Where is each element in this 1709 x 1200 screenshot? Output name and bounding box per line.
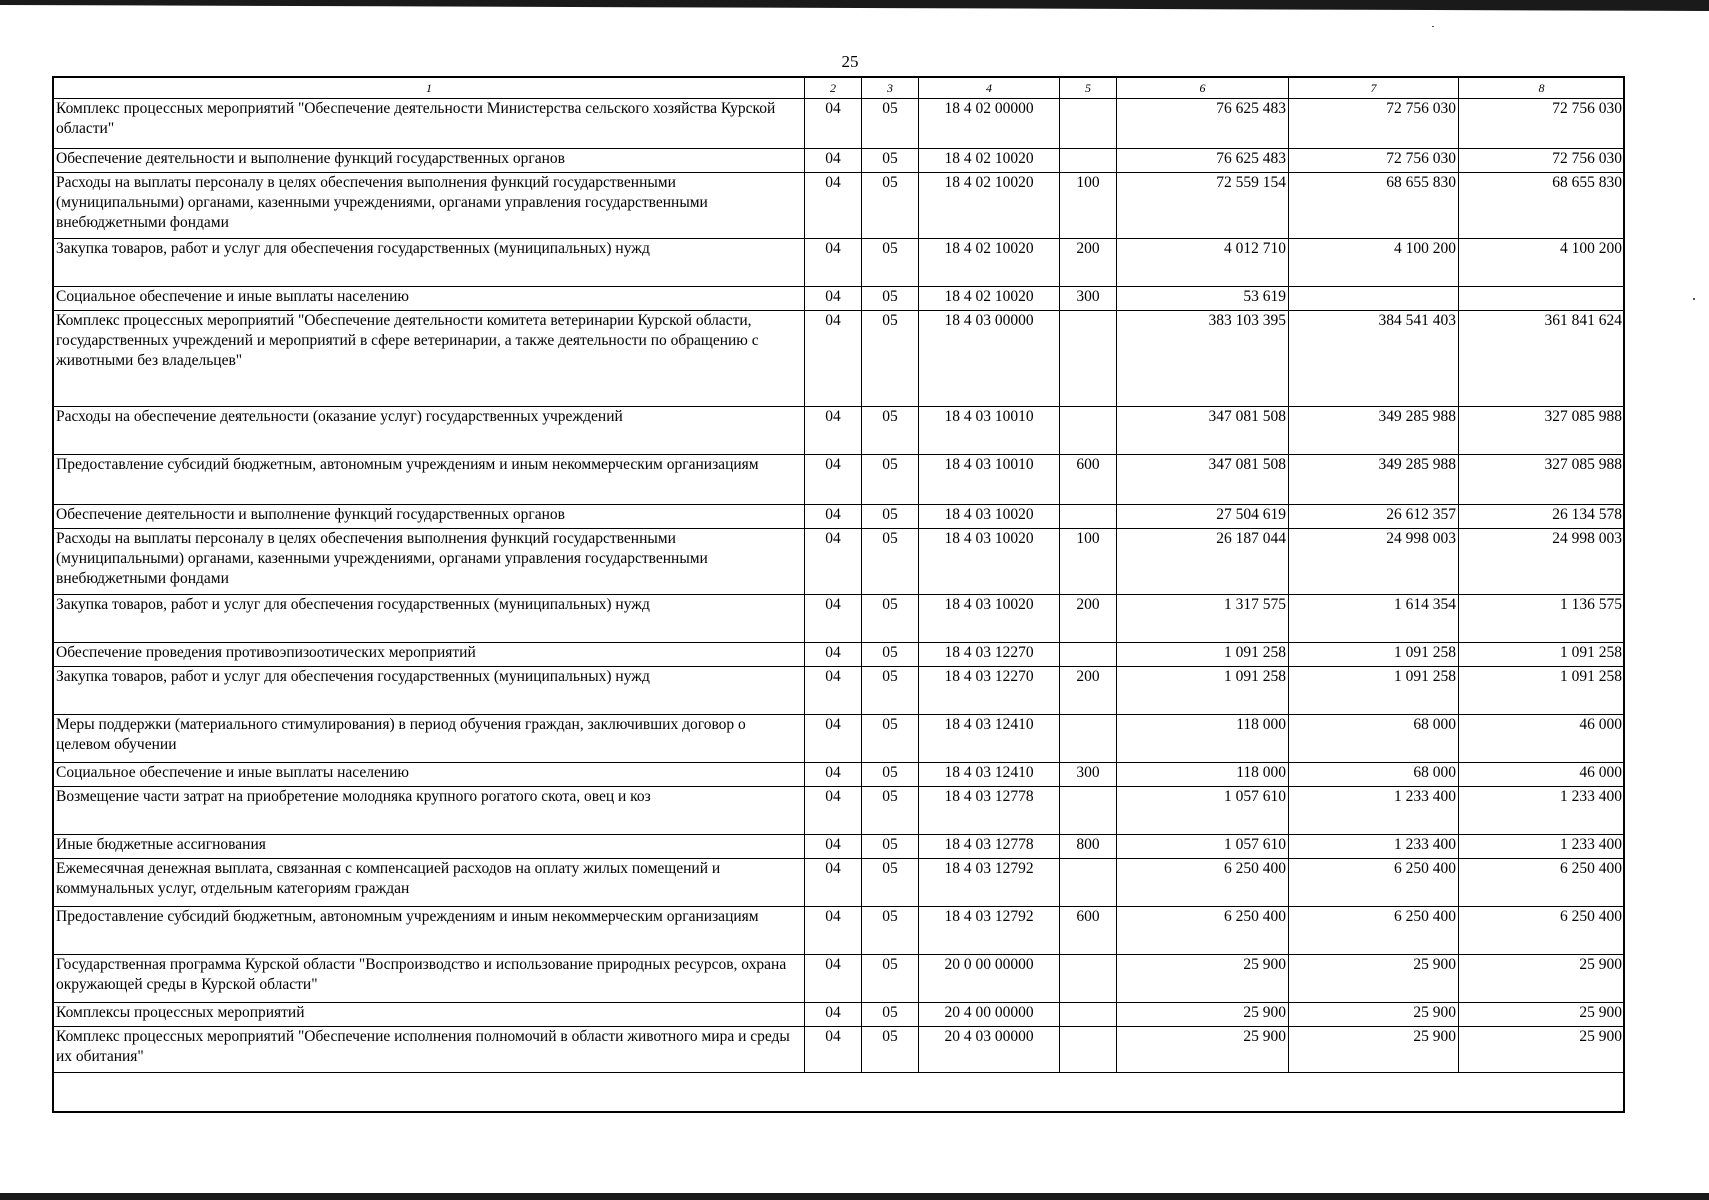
row-amount-year1: 118 000 [1117,715,1289,763]
row-name: Предоставление субсидий бюджетным, автономным учреждениям и иным некоммерческим организациям [54,455,805,505]
column-number: 1 [54,78,805,99]
row-name: Иные бюджетные ассигнования [54,835,805,859]
row-amount-year1: 1 317 575 [1117,595,1289,643]
row-section-code: 04 [805,529,862,595]
row-section-code: 04 [805,763,862,787]
table-row [54,643,1625,667]
column-number: 4 [919,78,1060,99]
row-name: Закупка товаров, работ и услуг для обеспечения государственных (муниципальных) нужд [54,239,805,287]
row-amount-year1: 347 081 508 [1117,455,1289,505]
row-target-item-code: 18 4 03 12410 [919,715,1060,763]
row-subsection-code: 05 [862,955,919,1003]
row-expense-type-code [1060,859,1117,907]
row-target-item-code: 18 4 02 00000 [919,99,1060,149]
row-amount-year2: 26 612 357 [1289,505,1459,529]
row-expense-type-code: 200 [1060,667,1117,715]
row-expense-type-code [1060,787,1117,835]
row-amount-year2: 25 900 [1289,1027,1459,1073]
row-target-item-code: 18 4 03 12270 [919,667,1060,715]
row-name: Меры поддержки (материального стимулирования) в период обучения граждан, заключивших договор о целевом обучении [54,715,805,763]
column-number: 7 [1289,78,1459,99]
row-amount-year2: 349 285 988 [1289,455,1459,505]
row-amount-year3: 24 998 003 [1459,529,1625,595]
row-name: Обеспечение проведения противоэпизоотических мероприятий [54,643,805,667]
row-target-item-code: 18 4 03 10010 [919,455,1060,505]
row-subsection-code: 05 [862,667,919,715]
row-amount-year1: 1 091 258 [1117,643,1289,667]
table-row [54,955,1625,1003]
table-row [54,99,1625,149]
row-subsection-code: 05 [862,149,919,173]
row-target-item-code: 18 4 03 12792 [919,907,1060,955]
row-amount-year2: 68 000 [1289,763,1459,787]
table-row [54,1003,1625,1027]
row-amount-year1: 6 250 400 [1117,907,1289,955]
row-name: Социальное обеспечение и иные выплаты населению [54,287,805,311]
row-subsection-code: 05 [862,407,919,455]
row-amount-year1: 1 057 610 [1117,835,1289,859]
row-section-code: 04 [805,311,862,407]
row-section-code: 04 [805,99,862,149]
row-section-code: 04 [805,595,862,643]
row-expense-type-code: 100 [1060,529,1117,595]
row-amount-year1: 6 250 400 [1117,859,1289,907]
row-subsection-code: 05 [862,1003,919,1027]
row-amount-year1: 76 625 483 [1117,99,1289,149]
row-amount-year3: 1 233 400 [1459,787,1625,835]
row-expense-type-code: 200 [1060,595,1117,643]
table-row [54,455,1625,505]
row-amount-year3: 72 756 030 [1459,99,1625,149]
row-amount-year3 [1459,287,1625,311]
row-name: Закупка товаров, работ и услуг для обеспечения государственных (муниципальных) нужд [54,595,805,643]
row-target-item-code: 20 4 03 00000 [919,1027,1060,1073]
table-row [54,311,1625,407]
scan-speck [1432,26,1434,27]
row-section-code: 04 [805,1003,862,1027]
row-subsection-code: 05 [862,1027,919,1073]
row-amount-year3: 25 900 [1459,955,1625,1003]
table-body [54,99,1625,1073]
row-expense-type-code: 800 [1060,835,1117,859]
row-amount-year2: 24 998 003 [1289,529,1459,595]
row-section-code: 04 [805,907,862,955]
row-amount-year2: 4 100 200 [1289,239,1459,287]
row-amount-year1: 1 091 258 [1117,667,1289,715]
row-expense-type-code [1060,955,1117,1003]
table-row [54,407,1625,455]
row-amount-year3: 6 250 400 [1459,907,1625,955]
row-section-code: 04 [805,955,862,1003]
row-name: Обеспечение деятельности и выполнение функций государственных органов [54,505,805,529]
row-name: Комплекс процессных мероприятий "Обеспечение деятельности Министерства сельского хозяйства Курской области" [54,99,805,149]
row-subsection-code: 05 [862,715,919,763]
row-expense-type-code [1060,715,1117,763]
row-amount-year2: 384 541 403 [1289,311,1459,407]
row-amount-year2 [1289,287,1459,311]
row-expense-type-code [1060,1027,1117,1073]
row-amount-year2: 6 250 400 [1289,907,1459,955]
row-subsection-code: 05 [862,239,919,287]
row-name: Комплексы процессных мероприятий [54,1003,805,1027]
row-section-code: 04 [805,455,862,505]
row-subsection-code: 05 [862,505,919,529]
row-target-item-code: 18 4 03 12270 [919,643,1060,667]
row-target-item-code: 18 4 02 10020 [919,149,1060,173]
row-amount-year3: 1 091 258 [1459,643,1625,667]
table-row [54,529,1625,595]
row-amount-year3: 68 655 830 [1459,173,1625,239]
row-amount-year2: 1 091 258 [1289,643,1459,667]
row-amount-year3: 46 000 [1459,715,1625,763]
column-number-row [54,78,1625,99]
row-amount-year2: 1 233 400 [1289,835,1459,859]
row-amount-year2: 68 655 830 [1289,173,1459,239]
row-amount-year2: 1 091 258 [1289,667,1459,715]
row-amount-year2: 72 756 030 [1289,99,1459,149]
row-amount-year1: 25 900 [1117,1027,1289,1073]
row-section-code: 04 [805,667,862,715]
row-subsection-code: 05 [862,99,919,149]
row-amount-year3: 327 085 988 [1459,455,1625,505]
row-subsection-code: 05 [862,311,919,407]
row-expense-type-code [1060,99,1117,149]
row-target-item-code: 18 4 02 10020 [919,287,1060,311]
row-amount-year1: 72 559 154 [1117,173,1289,239]
table-row [54,1027,1625,1073]
row-amount-year1: 25 900 [1117,955,1289,1003]
row-amount-year3: 1 233 400 [1459,835,1625,859]
row-subsection-code: 05 [862,763,919,787]
row-subsection-code: 05 [862,529,919,595]
row-amount-year3: 25 900 [1459,1027,1625,1073]
row-name: Предоставление субсидий бюджетным, автономным учреждениям и иным некоммерческим организациям [54,907,805,955]
row-expense-type-code: 600 [1060,907,1117,955]
row-amount-year2: 68 000 [1289,715,1459,763]
row-amount-year1: 53 619 [1117,287,1289,311]
row-amount-year3: 1 091 258 [1459,667,1625,715]
table-row [54,835,1625,859]
row-expense-type-code [1060,643,1117,667]
row-amount-year1: 26 187 044 [1117,529,1289,595]
scan-edge-bottom [0,1193,1709,1200]
table-row [54,667,1625,715]
row-name: Обеспечение деятельности и выполнение функций государственных органов [54,149,805,173]
row-target-item-code: 18 4 03 10010 [919,407,1060,455]
row-expense-type-code: 300 [1060,763,1117,787]
row-subsection-code: 05 [862,455,919,505]
budget-table [53,77,1625,1073]
row-amount-year3: 25 900 [1459,1003,1625,1027]
table-row [54,907,1625,955]
row-section-code: 04 [805,287,862,311]
row-target-item-code: 18 4 03 10020 [919,595,1060,643]
row-name: Социальное обеспечение и иные выплаты населению [54,763,805,787]
row-amount-year3: 327 085 988 [1459,407,1625,455]
column-number: 8 [1459,78,1625,99]
row-section-code: 04 [805,173,862,239]
row-subsection-code: 05 [862,907,919,955]
row-name: Комплекс процессных мероприятий "Обеспечение исполнения полномочий в области животного мира и среды их обитания" [54,1027,805,1073]
row-name: Расходы на выплаты персоналу в целях обеспечения выполнения функций государственными (муниципальными) органами, казенными учреждениями, органами управления государственными внебюджетными фондами [54,173,805,239]
row-name: Расходы на выплаты персоналу в целях обеспечения выполнения функций государственными (муниципальными) органами, казенными учреждениями, органами управления государственными внебюджетными фондами [54,529,805,595]
column-number: 6 [1117,78,1289,99]
row-amount-year2: 72 756 030 [1289,149,1459,173]
row-name: Расходы на обеспечение деятельности (оказание услуг) государственных учреждений [54,407,805,455]
row-section-code: 04 [805,643,862,667]
row-amount-year2: 25 900 [1289,955,1459,1003]
row-subsection-code: 05 [862,787,919,835]
column-number: 5 [1060,78,1117,99]
row-expense-type-code [1060,505,1117,529]
row-amount-year3: 46 000 [1459,763,1625,787]
row-section-code: 04 [805,239,862,287]
row-expense-type-code [1060,407,1117,455]
table-row [54,715,1625,763]
scan-speck [1693,298,1695,300]
table-row [54,149,1625,173]
row-name: Возмещение части затрат на приобретение молодняка крупного рогатого скота, овец и коз [54,787,805,835]
row-subsection-code: 05 [862,595,919,643]
row-expense-type-code: 300 [1060,287,1117,311]
row-section-code: 04 [805,715,862,763]
row-expense-type-code: 600 [1060,455,1117,505]
row-target-item-code: 18 4 02 10020 [919,173,1060,239]
row-target-item-code: 18 4 03 12410 [919,763,1060,787]
row-amount-year1: 118 000 [1117,763,1289,787]
page-number: 25 [841,52,859,71]
table-row [54,173,1625,239]
row-amount-year1: 27 504 619 [1117,505,1289,529]
row-subsection-code: 05 [862,643,919,667]
row-amount-year1: 347 081 508 [1117,407,1289,455]
row-amount-year3: 4 100 200 [1459,239,1625,287]
row-amount-year2: 1 233 400 [1289,787,1459,835]
row-target-item-code: 20 4 00 00000 [919,1003,1060,1027]
column-number: 2 [805,78,862,99]
row-expense-type-code [1060,1003,1117,1027]
row-target-item-code: 18 4 03 12778 [919,835,1060,859]
row-target-item-code: 18 4 02 10020 [919,239,1060,287]
scan-edge-top [0,0,1709,11]
row-amount-year3: 26 134 578 [1459,505,1625,529]
row-amount-year3: 361 841 624 [1459,311,1625,407]
row-section-code: 04 [805,787,862,835]
row-subsection-code: 05 [862,859,919,907]
row-amount-year1: 1 057 610 [1117,787,1289,835]
table-row [54,287,1625,311]
row-name: Ежемесячная денежная выплата, связанная с компенсацией расходов на оплату жилых помещений и коммунальных услуг, отдельным категориям граждан [54,859,805,907]
row-name: Комплекс процессных мероприятий "Обеспечение деятельности комитета ветеринарии Курской области, государственных учреждений и мероприятий в сфере ветеринарии, а также деятельности по обращению с животными без владельцев" [54,311,805,407]
row-section-code: 04 [805,505,862,529]
row-expense-type-code [1060,311,1117,407]
table-row [54,763,1625,787]
column-number: 3 [862,78,919,99]
row-section-code: 04 [805,1027,862,1073]
row-section-code: 04 [805,859,862,907]
row-target-item-code: 18 4 03 00000 [919,311,1060,407]
row-section-code: 04 [805,149,862,173]
row-section-code: 04 [805,407,862,455]
table-row [54,505,1625,529]
row-target-item-code: 18 4 03 12792 [919,859,1060,907]
row-expense-type-code: 200 [1060,239,1117,287]
row-target-item-code: 18 4 03 10020 [919,505,1060,529]
row-amount-year3: 6 250 400 [1459,859,1625,907]
row-amount-year1: 4 012 710 [1117,239,1289,287]
row-amount-year1: 76 625 483 [1117,149,1289,173]
row-amount-year2: 349 285 988 [1289,407,1459,455]
row-name: Закупка товаров, работ и услуг для обеспечения государственных (муниципальных) нужд [54,667,805,715]
row-target-item-code: 18 4 03 10020 [919,529,1060,595]
row-amount-year3: 72 756 030 [1459,149,1625,173]
row-amount-year3: 1 136 575 [1459,595,1625,643]
row-subsection-code: 05 [862,287,919,311]
row-subsection-code: 05 [862,835,919,859]
row-amount-year1: 383 103 395 [1117,311,1289,407]
row-amount-year1: 25 900 [1117,1003,1289,1027]
row-name: Государственная программа Курской области "Воспроизводство и использование природных ресурсов, охрана окружающей среды в Курской области" [54,955,805,1003]
row-target-item-code: 18 4 03 12778 [919,787,1060,835]
table-row [54,239,1625,287]
table-row [54,859,1625,907]
table-row [54,595,1625,643]
row-amount-year2: 1 614 354 [1289,595,1459,643]
row-amount-year2: 6 250 400 [1289,859,1459,907]
row-subsection-code: 05 [862,173,919,239]
table-row [54,787,1625,835]
row-target-item-code: 20 0 00 00000 [919,955,1060,1003]
row-expense-type-code [1060,149,1117,173]
row-section-code: 04 [805,835,862,859]
row-expense-type-code: 100 [1060,173,1117,239]
row-amount-year2: 25 900 [1289,1003,1459,1027]
